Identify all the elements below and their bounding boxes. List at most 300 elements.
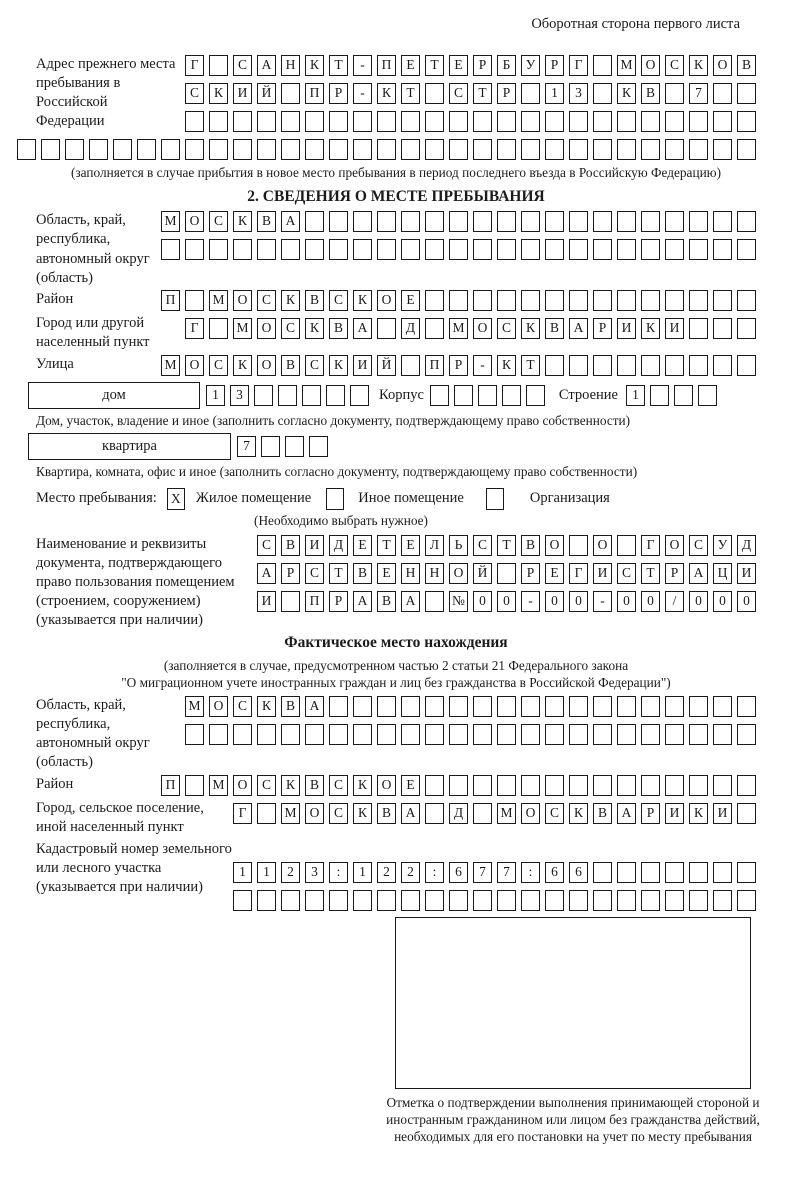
char-box xyxy=(665,724,684,745)
char-box xyxy=(689,862,708,883)
char-box xyxy=(665,775,684,796)
char-box xyxy=(233,890,252,911)
char-box xyxy=(425,239,444,260)
char-box xyxy=(137,139,156,160)
char-box: М xyxy=(497,803,516,824)
char-box: К xyxy=(209,83,228,104)
apartment-caption: Квартира, комната, офис и иное (заполнить согласно документу, подтверждающему право собственности) xyxy=(36,464,638,480)
char-box xyxy=(329,696,348,717)
char-box: О xyxy=(593,535,612,556)
char-box xyxy=(593,111,612,132)
char-box xyxy=(478,385,497,406)
char-box: И xyxy=(233,83,252,104)
char-box xyxy=(617,696,636,717)
char-box xyxy=(497,211,516,232)
char-box xyxy=(473,111,492,132)
char-box: 0 xyxy=(497,591,516,612)
char-box: М xyxy=(185,696,204,717)
char-box xyxy=(617,290,636,311)
char-box: А xyxy=(281,211,300,232)
char-box xyxy=(281,591,300,612)
char-box: К xyxy=(329,355,348,376)
char-box: 0 xyxy=(545,591,564,612)
char-box xyxy=(713,111,732,132)
prev-address-row-2 xyxy=(185,83,756,104)
char-box xyxy=(545,139,564,160)
char-box xyxy=(425,890,444,911)
char-box: М xyxy=(161,355,180,376)
house-number-boxes xyxy=(206,385,369,406)
char-box xyxy=(449,211,468,232)
char-box xyxy=(449,890,468,911)
char-box xyxy=(593,355,612,376)
char-box xyxy=(569,239,588,260)
char-box: К xyxy=(281,290,300,311)
char-box: И xyxy=(713,803,732,824)
char-box: С xyxy=(617,563,636,584)
char-box: Т xyxy=(473,83,492,104)
actual-location-caption-1: (заполняется в случае, предусмотренном частью 2 статьи 21 Федерального закона xyxy=(163,657,629,673)
char-box xyxy=(329,111,348,132)
char-box xyxy=(41,139,60,160)
char-box xyxy=(497,890,516,911)
char-box xyxy=(689,139,708,160)
char-box: И xyxy=(665,318,684,339)
char-box xyxy=(257,890,276,911)
char-box xyxy=(593,211,612,232)
char-box: К xyxy=(377,83,396,104)
prev-address-row-3 xyxy=(185,111,756,132)
char-box: К xyxy=(305,55,324,76)
char-box: О xyxy=(305,803,324,824)
char-box: М xyxy=(233,318,252,339)
char-box: А xyxy=(353,591,372,612)
other-premises-label: Иное помещение xyxy=(358,490,464,507)
char-box: В xyxy=(305,775,324,796)
char-box xyxy=(713,83,732,104)
char-box: А xyxy=(689,563,708,584)
char-box: 1 xyxy=(206,385,225,406)
prev-address-label: Адрес прежнего места пребывания в Российской Федерации xyxy=(36,56,176,130)
char-box xyxy=(737,862,756,883)
char-box: К xyxy=(569,803,588,824)
district-label: Район xyxy=(36,290,74,307)
char-box xyxy=(593,696,612,717)
char-box xyxy=(401,239,420,260)
char-box xyxy=(689,775,708,796)
char-box xyxy=(497,239,516,260)
char-box: № xyxy=(449,591,468,612)
char-box xyxy=(425,83,444,104)
region2-row-2 xyxy=(185,724,756,745)
char-box xyxy=(617,139,636,160)
char-box xyxy=(233,239,252,260)
char-box xyxy=(257,139,276,160)
char-box xyxy=(497,696,516,717)
char-box xyxy=(526,385,545,406)
char-box xyxy=(617,862,636,883)
char-box: П xyxy=(305,591,324,612)
char-box: 0 xyxy=(617,591,636,612)
char-box xyxy=(650,385,669,406)
char-box xyxy=(737,318,756,339)
char-box: Р xyxy=(473,55,492,76)
char-box xyxy=(569,890,588,911)
char-box: С xyxy=(497,318,516,339)
char-box xyxy=(350,385,369,406)
char-box xyxy=(737,83,756,104)
char-box: 0 xyxy=(569,591,588,612)
char-box: Й xyxy=(473,563,492,584)
char-box: О xyxy=(185,211,204,232)
char-box: Ц xyxy=(713,563,732,584)
char-box xyxy=(641,211,660,232)
char-box xyxy=(401,111,420,132)
region2-row-1 xyxy=(185,696,756,717)
section2-heading: 2. СВЕДЕНИЯ О МЕСТЕ ПРЕБЫВАНИЯ xyxy=(247,188,545,206)
char-box: 3 xyxy=(569,83,588,104)
char-box xyxy=(377,724,396,745)
char-box xyxy=(593,83,612,104)
char-box xyxy=(401,890,420,911)
char-box: 2 xyxy=(281,862,300,883)
char-box xyxy=(737,211,756,232)
char-box xyxy=(617,775,636,796)
char-box xyxy=(425,775,444,796)
char-box: Г xyxy=(233,803,252,824)
char-box: А xyxy=(353,318,372,339)
char-box xyxy=(329,211,348,232)
char-box: С xyxy=(209,211,228,232)
char-box xyxy=(473,696,492,717)
char-box: - xyxy=(353,83,372,104)
char-box xyxy=(305,239,324,260)
char-box xyxy=(569,775,588,796)
char-box xyxy=(425,111,444,132)
char-box xyxy=(713,696,732,717)
char-box xyxy=(665,290,684,311)
char-box: : xyxy=(521,862,540,883)
char-box xyxy=(665,696,684,717)
char-box xyxy=(401,139,420,160)
char-box: Р xyxy=(329,591,348,612)
char-box xyxy=(353,139,372,160)
organization-checkbox xyxy=(486,488,504,510)
char-box: О xyxy=(209,696,228,717)
char-box: Р xyxy=(545,55,564,76)
char-box: 0 xyxy=(473,591,492,612)
district2-group xyxy=(36,775,756,796)
document-row-2 xyxy=(257,563,756,584)
char-box xyxy=(521,83,540,104)
char-box xyxy=(689,211,708,232)
document-label: Наименование и реквизиты документа, подтверждающего право пользования помещением (строением, сооружением) (указывается при наличии) xyxy=(36,535,235,629)
char-box: 1 xyxy=(545,83,564,104)
city2-label: Город, сельское поселение, иной населенный пункт xyxy=(36,799,204,835)
char-box: А xyxy=(401,591,420,612)
district2-row xyxy=(161,775,756,796)
char-box xyxy=(401,355,420,376)
char-box xyxy=(617,355,636,376)
char-box: Р xyxy=(641,803,660,824)
char-box xyxy=(737,803,756,824)
char-box xyxy=(593,862,612,883)
char-box: - xyxy=(521,591,540,612)
char-box: С xyxy=(257,775,276,796)
char-box xyxy=(449,724,468,745)
char-box xyxy=(665,83,684,104)
region-group xyxy=(36,211,756,288)
char-box: 7 xyxy=(689,83,708,104)
char-box: 7 xyxy=(473,862,492,883)
char-box xyxy=(521,290,540,311)
char-box: 0 xyxy=(689,591,708,612)
char-box: П xyxy=(161,775,180,796)
char-box xyxy=(257,111,276,132)
char-box: В xyxy=(305,290,324,311)
char-box: С xyxy=(233,696,252,717)
char-box xyxy=(737,696,756,717)
char-box xyxy=(737,890,756,911)
char-box xyxy=(641,290,660,311)
char-box: С xyxy=(185,83,204,104)
char-box xyxy=(425,211,444,232)
char-box: С xyxy=(665,55,684,76)
district-row xyxy=(161,290,756,311)
char-box xyxy=(737,355,756,376)
char-box xyxy=(473,890,492,911)
char-box: К xyxy=(353,775,372,796)
char-box xyxy=(353,724,372,745)
char-box: О xyxy=(233,775,252,796)
street-label: Улица xyxy=(36,356,74,373)
char-box: 7 xyxy=(497,862,516,883)
char-box: А xyxy=(569,318,588,339)
char-box xyxy=(521,890,540,911)
char-box: О xyxy=(545,535,564,556)
char-box xyxy=(305,724,324,745)
char-box: У xyxy=(521,55,540,76)
char-box xyxy=(641,775,660,796)
char-box: П xyxy=(305,83,324,104)
char-box xyxy=(89,139,108,160)
char-box: Е xyxy=(377,563,396,584)
char-box xyxy=(641,862,660,883)
char-box: Д xyxy=(449,803,468,824)
organization-label: Организация xyxy=(529,490,610,507)
char-box xyxy=(425,139,444,160)
char-box: Р xyxy=(665,563,684,584)
char-box xyxy=(473,139,492,160)
char-box xyxy=(401,724,420,745)
char-box xyxy=(281,83,300,104)
char-box xyxy=(257,724,276,745)
char-box: К xyxy=(641,318,660,339)
char-box: К xyxy=(233,211,252,232)
char-box xyxy=(545,724,564,745)
char-box xyxy=(569,139,588,160)
apartment-boxes xyxy=(237,436,328,457)
char-box: 0 xyxy=(641,591,660,612)
char-box: Т xyxy=(329,563,348,584)
char-box xyxy=(329,724,348,745)
char-box xyxy=(353,696,372,717)
char-box xyxy=(641,139,660,160)
char-box xyxy=(713,355,732,376)
char-box xyxy=(305,211,324,232)
char-box xyxy=(430,385,449,406)
char-box: И xyxy=(665,803,684,824)
char-box: О xyxy=(473,318,492,339)
char-box: В xyxy=(545,318,564,339)
char-box xyxy=(737,775,756,796)
char-box xyxy=(473,290,492,311)
char-box: К xyxy=(233,355,252,376)
char-box xyxy=(261,436,280,457)
char-box: Е xyxy=(401,55,420,76)
char-box xyxy=(326,385,345,406)
char-box xyxy=(737,111,756,132)
char-box: Л xyxy=(425,535,444,556)
char-box: Г xyxy=(641,535,660,556)
char-box: К xyxy=(353,803,372,824)
char-box xyxy=(665,862,684,883)
char-box xyxy=(737,724,756,745)
char-box: С xyxy=(257,535,276,556)
char-box: 2 xyxy=(377,862,396,883)
char-box: О xyxy=(521,803,540,824)
char-box xyxy=(665,139,684,160)
stay-type-row xyxy=(36,488,756,510)
char-box: С xyxy=(689,535,708,556)
document-row-1 xyxy=(257,535,756,556)
char-box: - xyxy=(473,355,492,376)
char-box: С xyxy=(329,803,348,824)
char-box: А xyxy=(617,803,636,824)
char-box xyxy=(353,890,372,911)
char-box xyxy=(377,318,396,339)
char-box xyxy=(521,696,540,717)
char-box xyxy=(285,436,304,457)
char-box: 7 xyxy=(237,436,256,457)
char-box: К xyxy=(281,775,300,796)
char-box: А xyxy=(401,803,420,824)
region-row-2 xyxy=(161,239,756,260)
char-box xyxy=(641,890,660,911)
char-box xyxy=(593,239,612,260)
char-box: Е xyxy=(401,775,420,796)
char-box: И xyxy=(305,535,324,556)
char-box: Т xyxy=(329,55,348,76)
char-box: Г xyxy=(185,318,204,339)
char-box xyxy=(641,111,660,132)
char-box: П xyxy=(161,290,180,311)
char-box xyxy=(545,290,564,311)
prev-address-caption: (заполняется в случае прибытия в новое место пребывания в период последнего въезда в Российскую Федерацию) xyxy=(70,165,722,180)
stroenie-label: Строение xyxy=(558,387,618,404)
char-box: / xyxy=(665,591,684,612)
cadastral-label: Кадастровый номер земельного или лесного участка (указывается при наличии) xyxy=(36,840,232,896)
char-box xyxy=(521,211,540,232)
apartment-row xyxy=(36,433,756,460)
char-box xyxy=(617,890,636,911)
char-box xyxy=(569,290,588,311)
char-box xyxy=(449,775,468,796)
char-box xyxy=(377,211,396,232)
char-box xyxy=(473,211,492,232)
char-box xyxy=(689,111,708,132)
cadastral-row-1 xyxy=(233,862,756,883)
char-box: Д xyxy=(329,535,348,556)
char-box xyxy=(593,139,612,160)
char-box xyxy=(425,290,444,311)
house-label-rect: дом xyxy=(28,382,200,409)
char-box: М xyxy=(449,318,468,339)
char-box xyxy=(617,724,636,745)
house-caption: Дом, участок, владение и иное (заполнить согласно документу, подтверждающему право собственности) xyxy=(36,413,631,429)
char-box xyxy=(401,696,420,717)
char-box xyxy=(497,775,516,796)
char-box xyxy=(377,139,396,160)
char-box xyxy=(689,724,708,745)
char-box: Н xyxy=(425,563,444,584)
char-box xyxy=(254,385,273,406)
char-box xyxy=(698,385,717,406)
char-box: Д xyxy=(401,318,420,339)
char-box: 6 xyxy=(449,862,468,883)
char-box: Т xyxy=(497,535,516,556)
char-box: К xyxy=(305,318,324,339)
char-box xyxy=(353,211,372,232)
district2-label: Район xyxy=(36,775,74,792)
region2-group xyxy=(36,696,756,773)
char-box xyxy=(569,211,588,232)
char-box xyxy=(713,890,732,911)
char-box: К xyxy=(497,355,516,376)
char-box xyxy=(713,724,732,745)
street-group xyxy=(36,355,756,376)
char-box: С xyxy=(281,318,300,339)
char-box: Р xyxy=(329,83,348,104)
char-box xyxy=(377,696,396,717)
char-box xyxy=(641,239,660,260)
prev-address-rows xyxy=(185,55,756,132)
char-box: 3 xyxy=(230,385,249,406)
char-box: Е xyxy=(449,55,468,76)
char-box xyxy=(689,290,708,311)
residential-checkbox: X xyxy=(167,488,185,510)
char-box xyxy=(502,385,521,406)
char-box: - xyxy=(353,55,372,76)
char-box xyxy=(593,775,612,796)
char-box xyxy=(329,139,348,160)
char-box: С xyxy=(257,290,276,311)
document-row-3 xyxy=(257,591,756,612)
char-box xyxy=(689,890,708,911)
char-box xyxy=(401,211,420,232)
char-box: Й xyxy=(257,83,276,104)
char-box: Б xyxy=(497,55,516,76)
char-box: - xyxy=(593,591,612,612)
char-box xyxy=(161,139,180,160)
char-box xyxy=(425,591,444,612)
char-box: К xyxy=(521,318,540,339)
char-box xyxy=(449,290,468,311)
char-box xyxy=(185,775,204,796)
char-box xyxy=(353,111,372,132)
stay-type-label: Место пребывания: xyxy=(36,490,157,507)
char-box xyxy=(665,890,684,911)
